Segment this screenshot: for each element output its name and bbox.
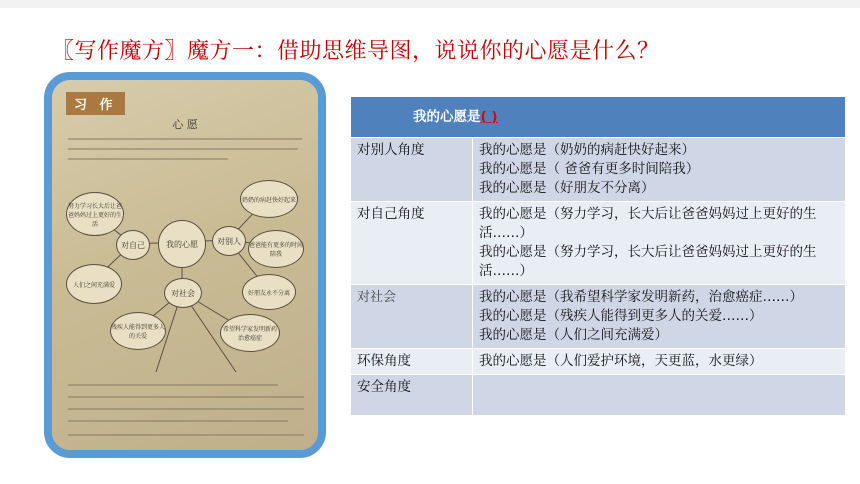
category-cell: 安全角度 xyxy=(351,375,473,416)
mindmap-leaf: 奶奶的病赶快好起来 xyxy=(240,180,298,218)
text-line xyxy=(68,384,278,386)
mindmap-branch: 对社会 xyxy=(164,278,202,308)
table-row xyxy=(351,285,846,349)
wish-line: 我的心愿是（好朋友不分离） xyxy=(479,180,655,196)
textbook-heading: 心 愿 xyxy=(172,118,198,131)
mindmap-center: 我的心愿 xyxy=(158,220,206,268)
wish-line: 我的心愿是（我希望科学家发明新药，治愈癌症……） xyxy=(479,289,803,305)
textbook-tag: 习 作 xyxy=(66,92,125,115)
wish-cell xyxy=(473,285,846,349)
mindmap-leaf: 好朋友永不分离 xyxy=(242,274,296,310)
category-cell: 对社会 xyxy=(351,285,473,349)
wish-cell xyxy=(473,202,846,285)
text-line xyxy=(68,138,302,140)
table-header-cell xyxy=(351,97,846,138)
wish-line: 我的心愿是（ 爸爸有更多时间陪我） xyxy=(479,161,700,177)
table-row xyxy=(351,349,846,375)
wish-line: 我的心愿是（努力学习，长大后让爸爸妈妈过上更好的生活……） xyxy=(479,206,817,241)
wish-line: 我的心愿是（残疾人能得到更多人的关爱……） xyxy=(479,308,763,324)
mindmap-leaf: 努力学习长大后让爸爸妈妈过上更好的生活 xyxy=(66,192,124,236)
text-line xyxy=(68,420,288,422)
header-label: 我的心愿是 xyxy=(413,108,481,125)
mindmap-branch: 对自己 xyxy=(116,230,150,260)
category-cell: 对别人角度 xyxy=(351,138,473,202)
text-line xyxy=(68,408,304,410)
table-header-row xyxy=(351,97,846,138)
text-line xyxy=(68,434,304,436)
text-line xyxy=(68,158,228,160)
header-blank: ( ) xyxy=(480,108,498,125)
wish-table xyxy=(350,96,846,416)
text-line xyxy=(68,396,304,398)
slide-title: 〖写作魔方〗魔方一：借助思维导图，说说你的心愿是什么？ xyxy=(52,39,660,64)
mindmap-leaf: 残疾人能得到更多人的关爱 xyxy=(110,312,166,350)
table-row xyxy=(351,202,846,285)
wish-cell xyxy=(473,349,846,375)
text-line xyxy=(68,148,298,150)
textbook-photo xyxy=(44,72,326,458)
wish-line: 我的心愿是（人们爱护环境，天更蓝，水更绿） xyxy=(479,353,763,369)
textbook-page xyxy=(52,80,318,450)
wish-line: 我的心愿是（奶奶的病赶快好起来） xyxy=(479,142,695,158)
mindmap-leaf: 人们之间充满爱 xyxy=(66,264,122,304)
table-row xyxy=(351,375,846,416)
category-cell: 对自己角度 xyxy=(351,202,473,285)
category-cell: 环保角度 xyxy=(351,349,473,375)
mindmap-leaf: 爸爸能有更多的时间陪我 xyxy=(248,230,304,268)
table-row xyxy=(351,138,846,202)
wish-cell xyxy=(473,138,846,202)
mindmap-leaf: 希望科学家发明新药治愈癌症 xyxy=(220,314,280,352)
wish-line: 我的心愿是（人们之间充满爱） xyxy=(479,327,668,343)
wish-cell xyxy=(473,375,846,416)
top-bar xyxy=(0,0,860,8)
wish-line: 我的心愿是（努力学习，长大后让爸爸妈妈过上更好的生活……） xyxy=(479,244,817,279)
mindmap-branch: 对别人 xyxy=(212,226,246,256)
